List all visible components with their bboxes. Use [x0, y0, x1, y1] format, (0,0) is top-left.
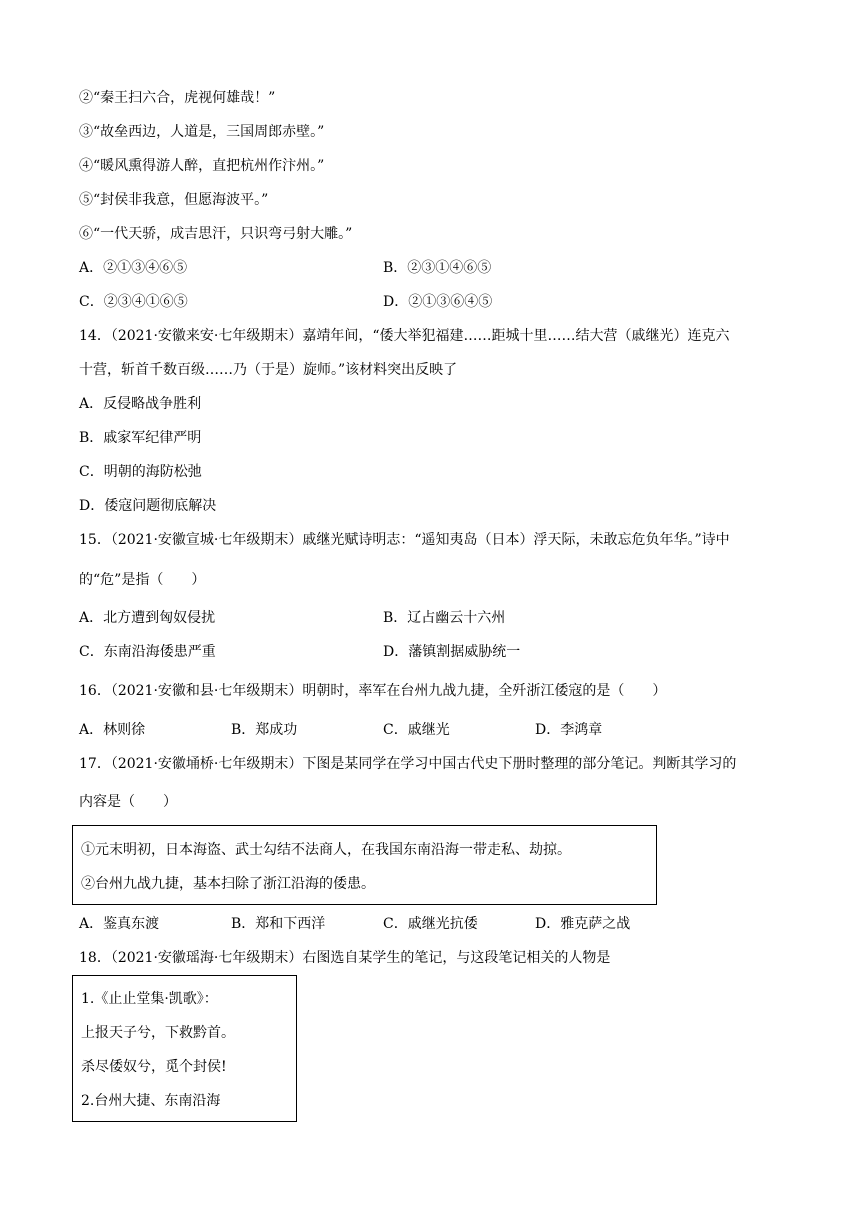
- q13-option-c[interactable]: C．②③④①⑥⑤: [79, 294, 188, 310]
- q15-option-a[interactable]: A．北方遭到匈奴侵扰: [79, 610, 216, 626]
- q16-option-c[interactable]: C．戚继光: [383, 722, 450, 738]
- q17-stem-line-1: 17．（2021·安徽埇桥·七年级期末）下图是某同学在学习中国古代史下册时整理的部分笔记。判断其学习的: [79, 756, 737, 772]
- q14-option-b[interactable]: B．戚家军纪律严明: [79, 430, 202, 446]
- q15-stem-line-2: 的“危”是指（ ）: [79, 572, 206, 588]
- q16-option-a[interactable]: A．林则徐: [79, 722, 146, 738]
- q16-option-d[interactable]: D．李鸿章: [535, 722, 603, 738]
- q16-stem: 16．（2021·安徽和县·七年级期末）明朝时，率军在台州九战九捷，全歼浙江倭寇的是（ ）: [79, 683, 667, 699]
- q13-item-5: ⑤“封侯非我意，但愿海波平。”: [79, 192, 269, 208]
- q18-note-line-1: 1.《止止堂集·凯歌》：: [81, 991, 218, 1007]
- q14-option-c[interactable]: C．明朝的海防松弛: [79, 464, 202, 480]
- q14-option-d[interactable]: D．倭寇问题彻底解决: [79, 498, 217, 514]
- q14-option-a[interactable]: A．反侵略战争胜利: [79, 396, 202, 412]
- q17-note-line-2: ②台州九战九捷，基本扫除了浙江沿海的倭患。: [81, 876, 375, 892]
- q17-option-a[interactable]: A．鉴真东渡: [79, 916, 160, 932]
- q13-item-2: ②“秦王扫六合，虎视何雄哉！”: [79, 90, 276, 106]
- q18-note-line-3: 杀尽倭奴兮，觅个封侯!: [81, 1059, 227, 1075]
- q13-option-b[interactable]: B．②③①④⑥⑤: [383, 260, 492, 276]
- q13-option-d[interactable]: D．②①③⑥④⑤: [383, 294, 493, 310]
- q15-option-d[interactable]: D．藩镇割据威胁统一: [383, 644, 521, 660]
- q13-item-4: ④“暖风熏得游人醉，直把杭州作汴州。”: [79, 158, 325, 174]
- q13-option-a[interactable]: A．②①③④⑥⑤: [79, 260, 188, 276]
- q15-stem-line-1: 15．（2021·安徽宣城·七年级期末）戚继光赋诗明志：“遥知夷岛（日本）浮天际，未敢忘危负年华。”诗中: [79, 532, 730, 548]
- q13-item-6: ⑥“一代天骄，成吉思汗，只识弯弓射大雕。”: [79, 226, 353, 242]
- q18-note-line-4: 2.台州大捷、东南沿海: [81, 1093, 221, 1109]
- q14-stem-line-1: 14．（2021·安徽来安·七年级期末）嘉靖年间，“倭大举犯福建……距城十里……结大营（戚继光）连克六: [79, 328, 730, 344]
- q17-note-box: [72, 825, 657, 905]
- q18-stem: 18．（2021·安徽瑶海·七年级期末）右图选自某学生的笔记，与这段笔记相关的人物是: [79, 950, 611, 966]
- q18-note-line-2: 上报天子兮，下救黔首。: [81, 1025, 235, 1041]
- q13-item-3: ③“故垒西边，人道是，三国周郎赤壁。”: [79, 124, 325, 140]
- q18-note-box: [72, 975, 297, 1122]
- q16-option-b[interactable]: B．郑成功: [231, 722, 298, 738]
- q17-stem-line-2: 内容是（ ）: [79, 794, 177, 810]
- q15-option-b[interactable]: B．辽占幽云十六州: [383, 610, 506, 626]
- q17-option-d[interactable]: D．雅克萨之战: [535, 916, 631, 932]
- q14-stem-line-2: 十营，斩首千数百级……乃（于是）旋师。”该材料突出反映了: [79, 362, 458, 378]
- q17-option-c[interactable]: C．戚继光抗倭: [383, 916, 478, 932]
- q17-option-b[interactable]: B．郑和下西洋: [231, 916, 326, 932]
- q15-option-c[interactable]: C．东南沿海倭患严重: [79, 644, 216, 660]
- q17-note-line-1: ①元末明初，日本海盗、武士勾结不法商人，在我国东南沿海一带走私、劫掠。: [81, 842, 571, 858]
